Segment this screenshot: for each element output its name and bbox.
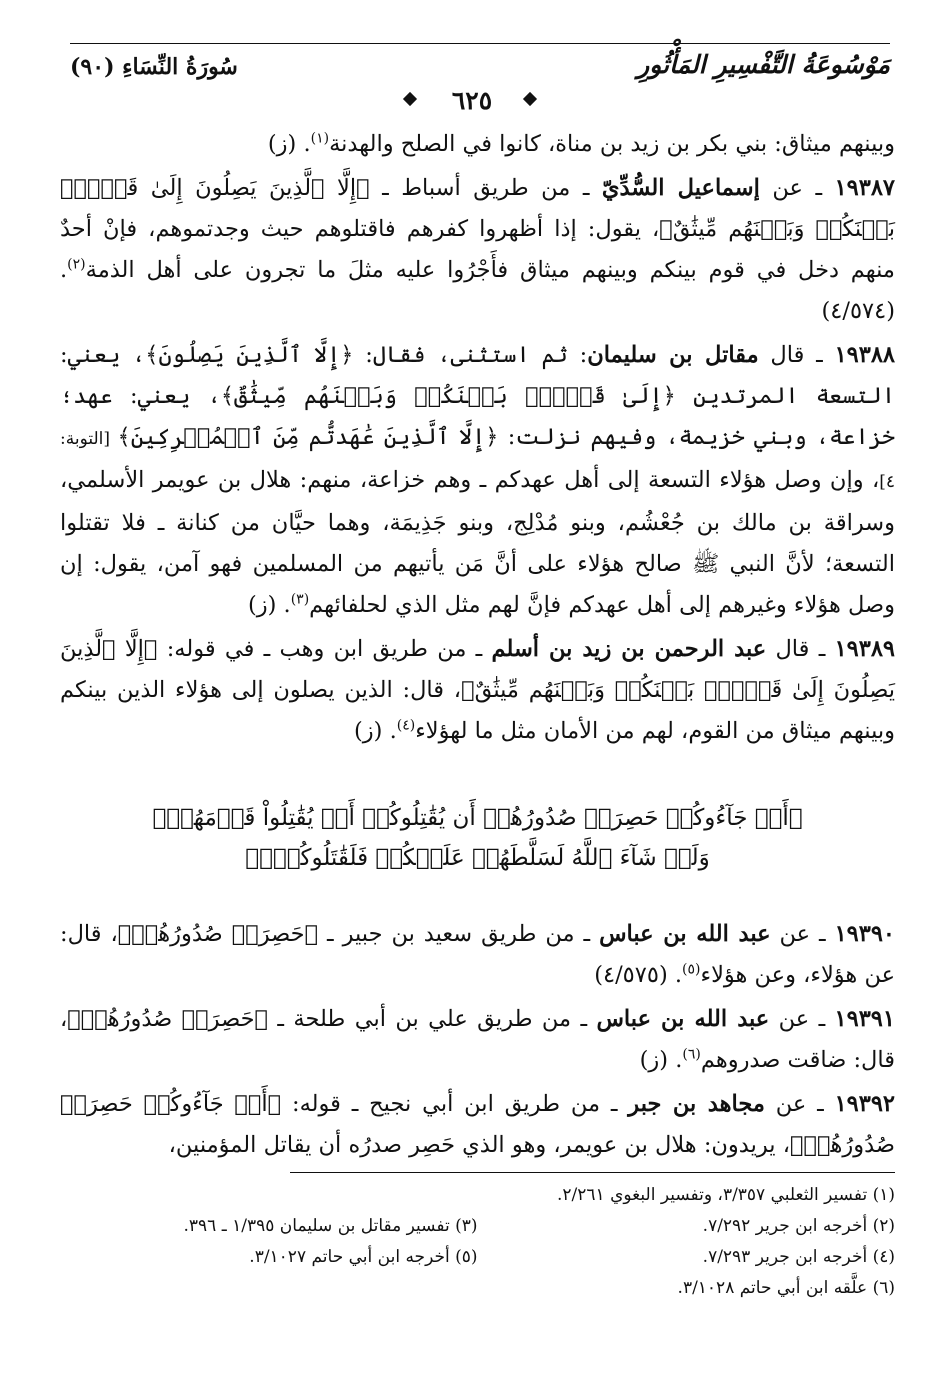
text-segment: ـ من طريق ابن وهب ـ في قوله: [157, 636, 492, 662]
verse-heading [60, 798, 895, 878]
footnote-row [60, 1180, 895, 1211]
bold-text: إسماعيل السُّدِّيّ [601, 175, 760, 201]
bold-text: ١٩٣٨٧ [834, 175, 896, 201]
bold-text: مقاتل بن سليمان [587, 342, 759, 368]
text-segment: ﴿إِلَّا ٱلَّذِينَ عَٰهَدتُّم مِّنَ ٱلۡمُشۡرِكِينَ﴾ [117, 424, 499, 450]
text-segment: ـ عن [759, 175, 835, 201]
text-segment: ﴿أَوۡ جَآءُوكُمۡ حَصِرَتۡ صُدُورُهُمۡ﴾ [60, 1091, 895, 1158]
text-segment: . (ز) [639, 1047, 683, 1073]
paragraph [60, 168, 895, 332]
text-segment: ـ من طريق ابن أبي نجيح ـ قوله: [281, 1091, 629, 1117]
footnote: (٤) أخرجه ابن جرير ٧/٢٩٣. [702, 1247, 895, 1267]
bold-text: عبد الله بن عباس [596, 1006, 770, 1032]
footnote-row [60, 1273, 895, 1304]
footnote-row [60, 1242, 895, 1273]
verse-line: ﴿أَوۡ جَآءُوكُمۡ حَصِرَتۡ صُدُورُهُمۡ أَن يُقَٰتِلُوكُمۡ أَوۡ يُقَٰتِلُواْ قَوۡمَهُمۡۚ [152, 805, 803, 831]
verse-line: وَلَوۡ شَآءَ ٱللَّهُ لَسَلَّطَهُمۡ عَلَيۡكُمۡ فَلَقَٰتَلُوكُمۡۚ﴾ [245, 845, 710, 871]
text-segment: ـ من طريق علي بن أبي طلحة ـ [268, 1006, 597, 1032]
text-segment: ـ قال [766, 636, 835, 662]
footnote-marker: (٤) [396, 717, 416, 734]
paragraph [60, 1084, 895, 1166]
diamond-ornament-icon [523, 92, 537, 106]
text-segment: ، يعني: عهد؛ خزاعة، وبني خزيمة، وفيهم نزلت: [60, 383, 895, 450]
paragraph [60, 335, 895, 626]
bold-text: مجاهد بن جبر [628, 1091, 765, 1117]
text-segment: ﴿حَصِرَتۡ صُدُورُهُمۡ﴾ [117, 921, 319, 947]
text-segment: . (٤/٥٧٥) [594, 962, 683, 988]
bold-text: ١٩٣٨٨ [834, 342, 895, 368]
footnote: (٢) أخرجه ابن جرير ٧/٢٩٢. [702, 1216, 895, 1236]
text-segment: ، قال: الذين يصلون إلى هؤلاء الذين بينكم وبينهم ميثاق من القوم، لهم من الأمان مثل ما لهؤلاء [60, 677, 895, 744]
text-segment: ـ من طريق سعيد بن جبير ـ [318, 921, 600, 947]
text-segment: ـ قال [758, 342, 835, 368]
paragraph [60, 914, 895, 996]
text-segment: ـ عن [769, 1006, 835, 1032]
paragraph [60, 999, 895, 1081]
paragraph [60, 124, 895, 165]
footnote-row [60, 1211, 895, 1242]
text-segment: . (ز) [247, 592, 291, 618]
footnote-marker: (٢) [67, 256, 86, 273]
footnotes [60, 1180, 895, 1304]
surah-title: سُورَةُ النِّسَاءِ (٩٠) [70, 54, 238, 80]
text-segment: ، قال: عن هؤلاء، وعن هؤلاء [60, 921, 895, 988]
diamond-ornament-icon [403, 92, 417, 106]
footnote-marker: (٣) [290, 591, 310, 608]
text-segment: ـ عن [770, 921, 835, 947]
paragraph [60, 629, 895, 752]
text-segment: . (٤/٥٧٤) [60, 257, 895, 324]
running-header [70, 50, 890, 90]
footnote: (٦) علَّقه ابن أبي حاتم ٣/١٠٢٨. [677, 1278, 895, 1298]
text-segment: . (ز) [354, 718, 397, 744]
bold-text: عبد الرحمن بن زيد بن أسلم [491, 636, 767, 662]
bold-text: ١٩٣٨٩ [834, 636, 895, 662]
bold-text: ١٩٣٩١ [834, 1006, 895, 1032]
text-segment: : ثم استثنى، فقال: [353, 342, 588, 368]
footnote-marker: (٦) [682, 1046, 701, 1063]
paragraph-group-2 [60, 914, 895, 1166]
footnote-marker: (٥) [682, 961, 701, 978]
bold-text: عبد الله بن عباس [599, 921, 771, 947]
footnote: (١) تفسير الثعلبي ٣/٣٥٧، وتفسير البغوي ٢/٢٦١. [557, 1185, 895, 1205]
text-segment: ـ من طريق أسباط ـ [369, 175, 602, 201]
header-rule [70, 43, 890, 44]
text-segment: ﴿إِلَىٰ قَوۡمِۭ بَيۡنَكُمۡ وَبَيۡنَهُم مِّيثَٰقٌ﴾ [220, 383, 676, 409]
text-segment: ، يقول: إذا أظهروا كفرهم فاقتلوهم حيث وجدتموهم، فإنْ أحدٌ منهم دخل في قوم بينكم وبينهم ميثاق فأَجْرُوا عليه مثلَ ما تجرون على أهل الذمة [60, 216, 895, 283]
text-segment: ، قال: ضاقت صدروهم [60, 1006, 895, 1073]
bold-text: ١٩٣٩٢ [834, 1091, 895, 1117]
footnote-rule [290, 1172, 895, 1173]
text-segment: ﴿إِلَّا ٱلَّذِينَ يَصِلُونَ إِلَىٰ قَوۡمِۭ بَيۡنَكُمۡ وَبَيۡنَهُم مِّيثَٰقٌ﴾ [60, 636, 895, 703]
text-segment: ، يريدون: هلال بن عويمر، وهو الذي حَصِر صدرُه أن يقاتل المؤمنين، [168, 1132, 790, 1158]
text-segment: وبينهم ميثاق: بني بكر بن زيد بن مناة، كانوا في الصلح والهدنة [329, 131, 895, 157]
text-segment: ﴿إِلَّا ٱلَّذِينَ يَصِلُونَ إِلَىٰ قَوۡمِۭ بَيۡنَكُمۡ وَبَيۡنَهُم مِّيثَٰقٌ﴾ [60, 175, 895, 242]
text-segment: ، وإن وصل هؤلاء التسعة إلى أهل عهدكم ـ وهم خزاعة، منهم: هلال بن عويمر الأسلمي، وسراقة بن مالك بن جُعْشُم، وبنو مُدْلِج، وبنو جَذِيمَة، وهما حيَّان من كنانة ـ فلا تقتلوا التسعة؛ لأنَّ النبي ﷺ صالح هؤلاء على أنَّ مَن يأتيهم من المسلمين فهو آمن، يقول: إن وصل هؤلاء وغيرهم إلى أهل عهدكم فإنَّ لهم مثل الذي لحلفائهم [60, 467, 895, 618]
text-segment: ، يعني: التسعة المرتدين [60, 342, 896, 409]
paragraph-group-1 [60, 124, 895, 752]
main-text [60, 124, 895, 1169]
text-segment: ﴿إِلَّا ٱلَّذِينَ يَصِلُونَ﴾ [145, 342, 354, 368]
series-title: مَوْسُوعَةُ التَّفْسِيرِ المَأْثُورِ [637, 50, 890, 79]
footnote: (٥) أخرجه ابن أبي حاتم ٣/١٠٢٧. [249, 1247, 478, 1267]
text-segment: ـ عن [764, 1091, 835, 1117]
text-segment: ﴿حَصِرَتۡ صُدُورُهُمۡ﴾ [67, 1006, 269, 1032]
footnote: (٣) تفسير مقاتل بن سليمان ١/٣٩٥ ـ ٣٩٦. [183, 1216, 478, 1236]
page-number: ٦٢٥ [424, 86, 520, 115]
quran-reference: [التوبة: ٤] [60, 429, 895, 492]
footnote-marker: (١) [310, 130, 330, 147]
text-segment: . (ز) [267, 131, 311, 157]
bold-text: ١٩٣٩٠ [834, 921, 895, 947]
